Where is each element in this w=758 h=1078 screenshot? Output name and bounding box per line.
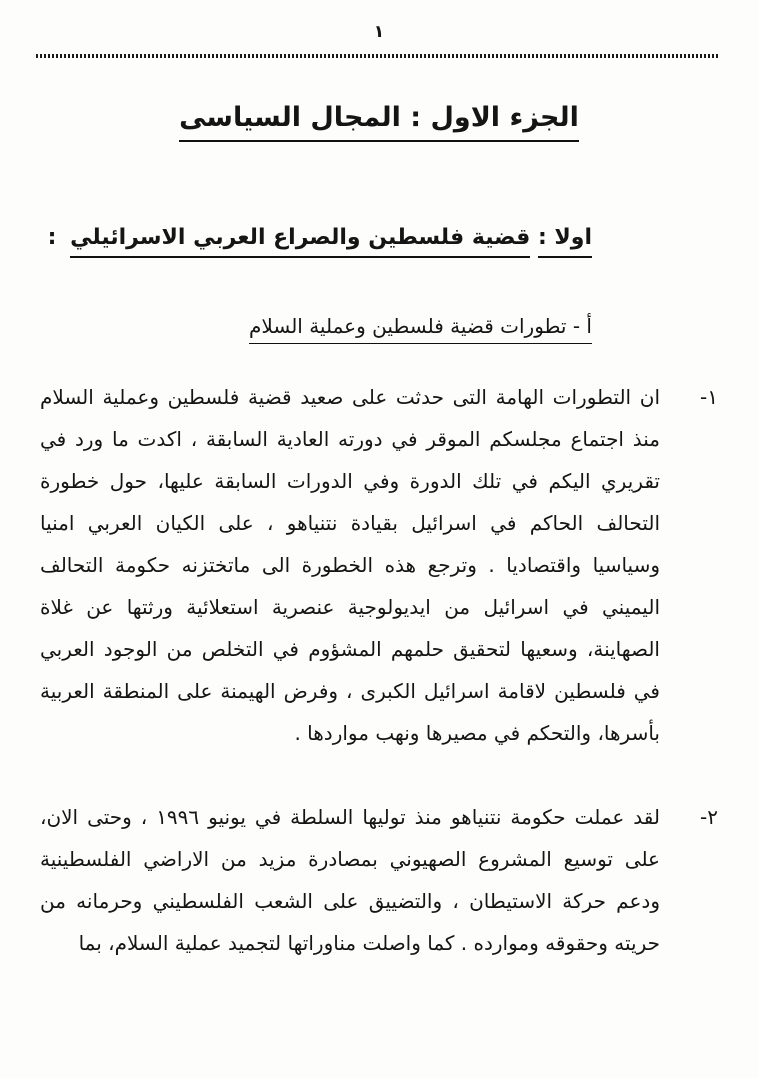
section-heading-text: قضية فلسطين والصراع العربي الاسرائيلي xyxy=(70,225,530,258)
section-heading-first xyxy=(40,225,592,250)
paragraph-1-text: ان التطورات الهامة التى حدثت على صعيد قضية فلسطين وعملية السلام منذ اجتماع مجلسكم الموقر في دورته العادية السابقة ، اكدت ما ورد في تقريري اليكم في تلك الدورة وفي الدورات السابقة عليها، حول خطورة التحالف الحاكم في اسرائيل بقيادة نتنياهو ، على الكيان العربي امنيا وسياسيا واقتصاديا . وترجع هذه الخطورة الى ماتختزنه حكومة التحالف اليميني في اسرائيل من ايديولوجية عنصرية استعلائية ورثتها عن غلاة الصهاينة، وسعيها لتحقيق حلمهم المشؤوم في التخلص من الوجود العربي في فلسطين لاقامة اسرائيل الكبرى ، وفرض الهيمنة على المنطقة العربية بأسرها، والتحكم في مصيرها ونهب مواردها . xyxy=(40,385,660,745)
part-title-text: الجزء الاول : المجال السياسى xyxy=(179,102,579,142)
part-title xyxy=(40,102,718,133)
subsection-heading-a xyxy=(40,314,592,338)
subsection-heading-text: أ - تطورات قضية فلسطين وعملية السلام xyxy=(249,314,592,344)
section-heading-label: اولا : xyxy=(538,225,592,258)
paragraph-2 xyxy=(40,796,718,964)
paragraph-1-number: ١- xyxy=(700,385,718,409)
section-heading-colon: : xyxy=(47,225,57,250)
page-number: ١ xyxy=(373,22,385,42)
decorative-divider-rule xyxy=(36,54,718,58)
paragraph-2-text: لقد عملت حكومة نتنياهو منذ توليها السلطة في يونيو ١٩٩٦ ، وحتى الان، على توسيع المشروع الصهيوني بمصادرة مزيد من الاراضي الفلسطينية ودعم حركة الاستيطان ، والتضييق على الشعب الفلسطيني وحرمانه من حريته وحقوقه وموارده . كما واصلت مناوراتها لتجميد عملية السلام، بما xyxy=(40,805,660,955)
paragraph-2-number: ٢- xyxy=(700,805,718,829)
paragraph-1 xyxy=(40,376,718,754)
